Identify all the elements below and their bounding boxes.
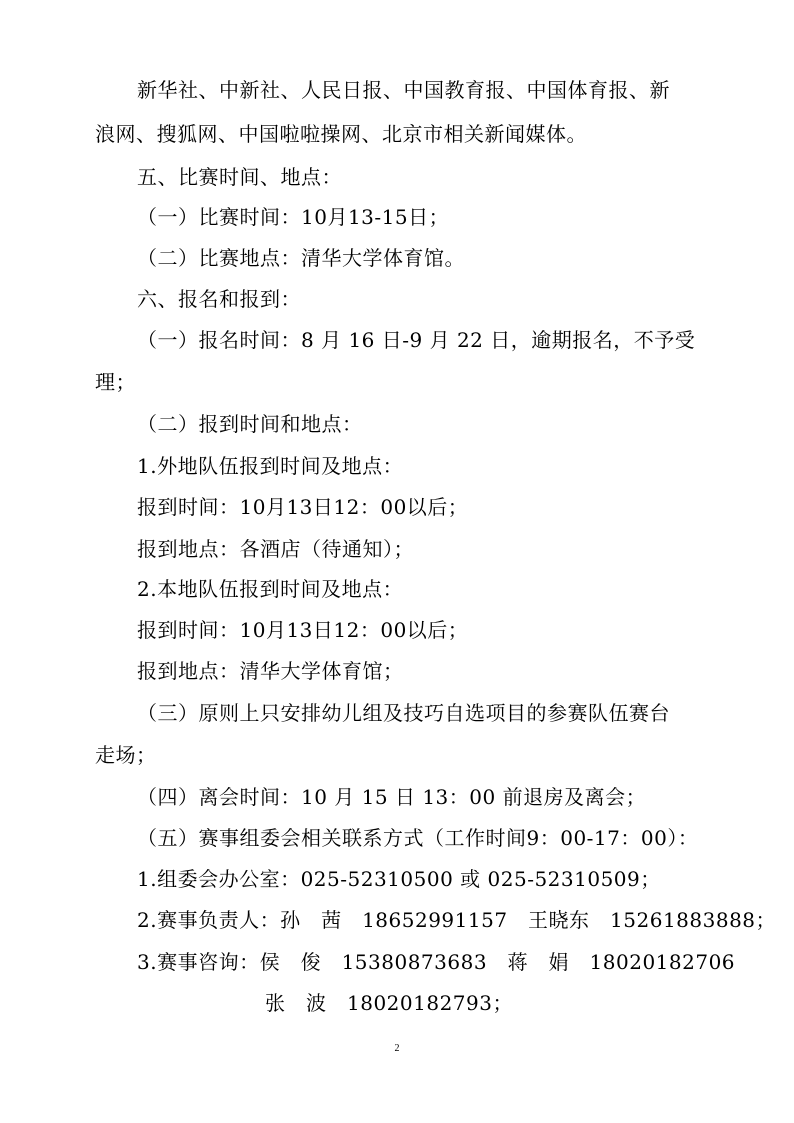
text-line: 报到时间：10月13日12：00以后； [137, 495, 469, 519]
text-line: 报到地点：各酒店（待通知）； [137, 537, 414, 561]
section-heading: 五、比赛时间、地点： [137, 165, 342, 189]
text-line: （四）离会时间：10 月 15 日 13：00 前退房及离会； [137, 785, 647, 809]
text-line: 2.本地队伍报到时间及地点： [137, 577, 404, 601]
page-number: 2 [394, 1043, 400, 1054]
text-line: （一）报名时间：8 月 16 日-9 月 22 日，逾期报名，不予受 [137, 328, 696, 352]
text-line: 1.组委会办公室：025-52310500 或 025-52310509； [137, 867, 661, 891]
text-line: 3.赛事咨询：侯 俊 15380873683 蒋 娟 18020182706 [137, 950, 736, 974]
text-line: （三）原则上只安排幼儿组及技巧自选项目的参赛队伍赛台 [137, 701, 670, 725]
text-line: （二）比赛地点：清华大学体育馆。 [137, 246, 465, 270]
text-line: 新华社、中新社、人民日报、中国教育报、中国体育报、新 [137, 78, 670, 102]
text-line: 理； [95, 370, 136, 394]
text-line: （一）比赛时间：10月13-15日； [137, 205, 450, 229]
section-heading: 六、报名和报到： [137, 287, 301, 311]
text-line: 报到时间：10月13日12：00以后； [137, 618, 469, 642]
text-line: 浪网、搜狐网、中国啦啦操网、北京市相关新闻媒体。 [95, 122, 587, 146]
text-line: 张 波 18020182793； [265, 991, 513, 1015]
text-line: （五）赛事组委会相关联系方式（工作时间9：00-17：00）： [137, 826, 699, 850]
text-line: 1.外地队伍报到时间及地点： [137, 454, 404, 478]
text-line: 走场； [95, 743, 157, 767]
text-line: 报到地点：清华大学体育馆； [137, 659, 404, 683]
text-line: 2.赛事负责人：孙 茜 18652991157 王晓东 15261883888； [137, 908, 777, 932]
text-line: （二）报到时间和地点： [137, 412, 363, 436]
